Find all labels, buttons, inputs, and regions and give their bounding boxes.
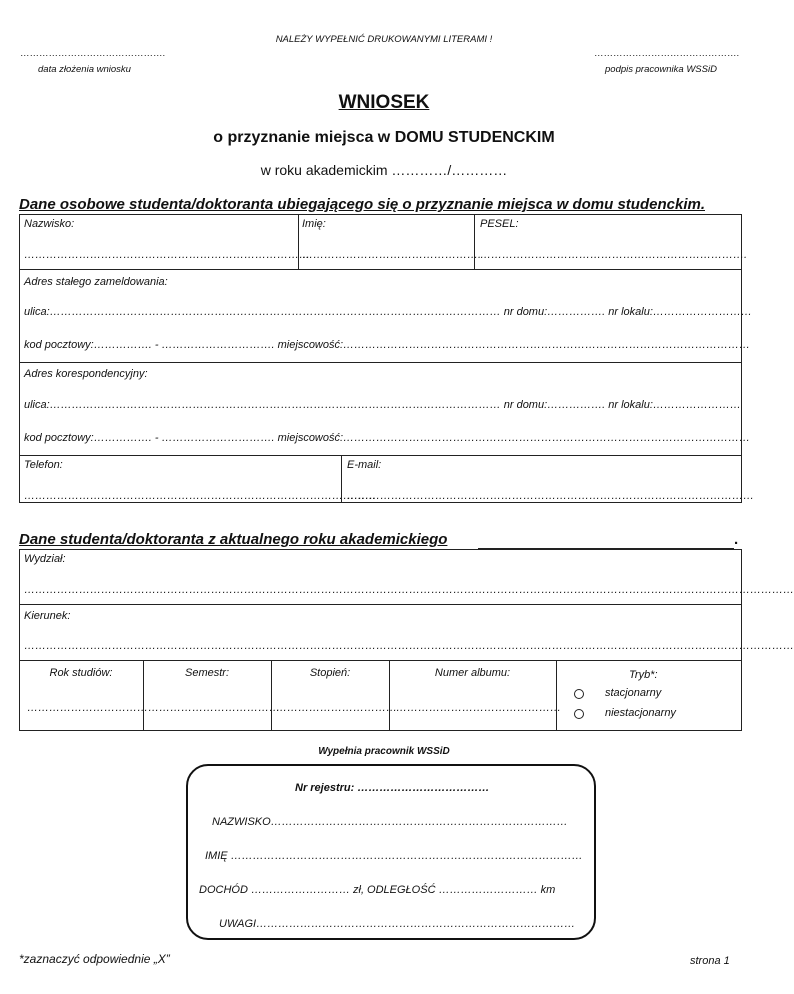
surname-field[interactable]: …………………………………………………………………… [24,249,310,261]
academic-year-line: w roku akademickim …………/………… [260,162,508,178]
divider [19,604,742,605]
permanent-address-label: Adres stałego zameldowania: [24,276,168,288]
pesel-label: PESEL: [480,218,519,230]
correspondence-address-label: Adres korespondencyjny: [24,368,148,380]
document-subtitle: o przyznanie miejsca w DOMU STUDENCKIM [213,129,555,146]
divider [19,455,742,456]
study-year-field[interactable]: …………………………… [27,702,148,714]
fill-instruction: NALEŻY WYPEŁNIĆ DRUKOWANYMI LITERAMI ! [275,34,493,45]
album-number-field[interactable]: ……………………………………… [396,702,561,714]
document-title: WNIOSEK [338,92,430,113]
degree-field[interactable]: …………………………… [276,702,397,714]
study-mode-label: Tryb*: [629,669,658,681]
divider [19,269,742,270]
correspondence-street-field[interactable]: ulica:…………………………………………………………………………………………………………… nr domu:……………. nr lokalu:…………………… [24,399,741,411]
staff-surname-field[interactable]: NAZWISKO……………………………………………………………………… [212,816,568,828]
phone-field[interactable]: …………………………………………………………………………………… [24,490,376,502]
date-label: data złożenia wniosku [38,64,131,75]
heading-period: . [734,531,739,548]
permanent-postal-field[interactable]: kod pocztowy:……………. - …………………………. miejscowość:………………………………………………………………………………………………… [24,339,751,351]
pesel-field[interactable]: ………………………………………………………………. [480,249,748,261]
faculty-label: Wydział: [24,553,66,565]
phone-label: Telefon: [24,459,63,471]
album-number-label: Numer albumu: [434,667,511,679]
radio-full-time[interactable] [574,689,584,699]
semester-field[interactable]: ……………………………… [148,702,280,714]
divider [19,660,742,661]
notes-field[interactable]: UWAGI…………………………………………………………………………… [219,918,576,930]
faculty-field[interactable]: ………………………………………………………………………………………………………………………………………………………………………………………… [24,584,794,596]
income-distance-field[interactable]: DOCHÓD ……………………… zł, ODLEGŁOŚĆ ……………………… km [199,884,556,896]
part-time-label: niestacjonarny [605,707,676,719]
permanent-street-field[interactable]: ulica:…………………………………………………………………………………………………………… nr domu:……………. nr lokalu:……………………… [24,306,752,318]
study-year-label: Rok studiów: [49,667,113,679]
footnote: *zaznaczyć odpowiednie „X” [19,952,170,966]
staff-name-field[interactable]: IMIĘ …………………………………………………………………………………… [205,850,583,862]
name-field[interactable]: …………………………………………. [302,249,482,261]
divider [19,362,742,363]
divider [556,660,557,731]
email-field[interactable]: ………………………………………………………………………………………………… [347,490,754,502]
full-time-label: stacjonarny [605,687,662,699]
date-dots: ………………………………………. [20,48,166,59]
signature-label: podpis pracownika WSSiD [605,64,717,75]
staff-section-heading: Wypełnia pracownik WSSiD [318,746,450,757]
major-field[interactable]: ………………………………………………………………………………………………………………………………………………………………………………………… [24,640,794,652]
section-personal-heading: Dane osobowe studenta/doktoranta ubiegającego się o przyznanie miejsca w domu studenckim. [19,196,705,213]
signature-dots: ………………………………………. [594,48,740,59]
register-number-field[interactable]: Nr rejestru: ……………………………… [295,782,490,794]
degree-label: Stopień: [309,667,351,679]
section-study-heading: Dane studenta/doktoranta z aktualnego roku akademickiego [19,531,448,548]
surname-label: Nazwisko: [24,218,75,230]
name-label: Imię: [302,218,326,230]
correspondence-postal-field[interactable]: kod pocztowy:……………. - …………………………. miejscowość:………………………………………………………………………………………………… [24,432,751,444]
page-number: strona 1 [690,955,730,967]
email-label: E-mail: [347,459,382,471]
radio-part-time[interactable] [574,709,584,719]
major-label: Kierunek: [24,610,71,622]
semester-label: Semestr: [184,667,229,679]
